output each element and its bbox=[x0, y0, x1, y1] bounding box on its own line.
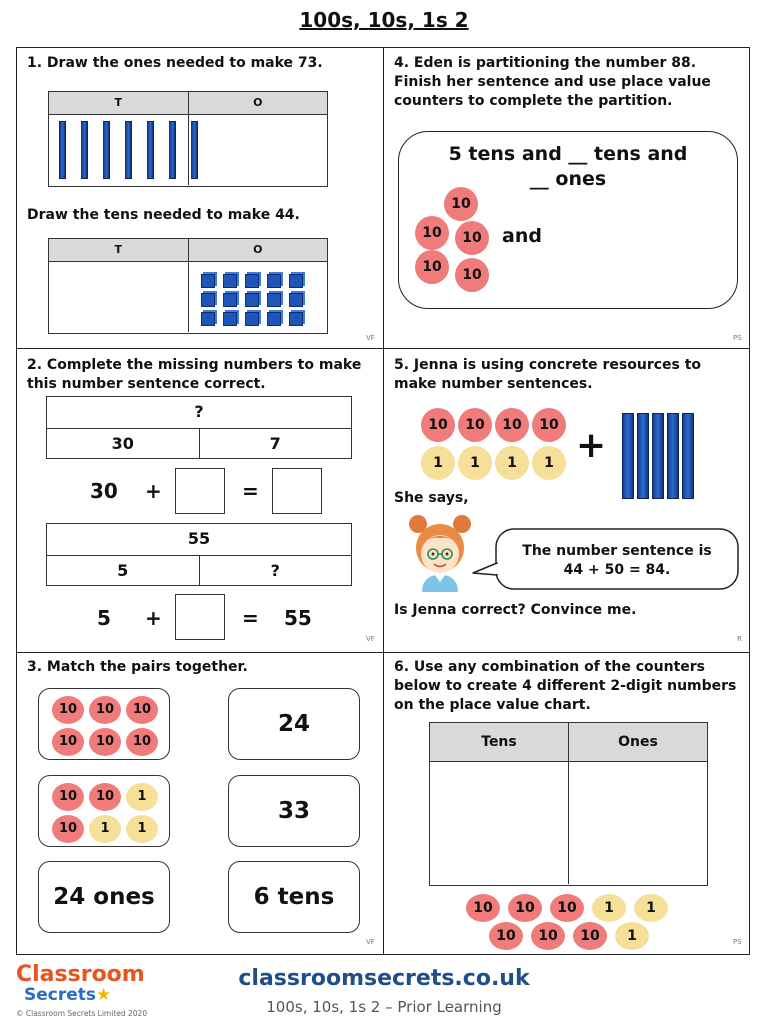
q4-prompt: 4. Eden is partitioning the number 88. Finish her sentence and use place value counters to complete the partition. bbox=[394, 55, 711, 109]
q5-ten-rods bbox=[622, 413, 694, 499]
q3-card-24-ones[interactable] bbox=[38, 861, 170, 933]
q4-sentence-line1: 5 tens and __ tens and bbox=[448, 143, 688, 165]
q5-she-says: She says, bbox=[394, 490, 469, 506]
ten-counter: 10 bbox=[532, 408, 566, 442]
site-url[interactable]: classroomsecrets.co.uk bbox=[238, 966, 530, 991]
unit-cube bbox=[223, 312, 237, 326]
ten-counter: 10 bbox=[458, 408, 492, 442]
card-label: 6 tens bbox=[253, 884, 335, 910]
ten-counter: 10 bbox=[52, 783, 84, 811]
ten-counter: 10 bbox=[89, 696, 121, 724]
bar-part: 7 bbox=[199, 429, 352, 458]
unit-cubes bbox=[201, 274, 303, 326]
unit-cube bbox=[289, 274, 303, 288]
col-ones-header: O bbox=[188, 239, 328, 261]
ten-rod bbox=[169, 121, 176, 179]
unit-cube bbox=[267, 312, 281, 326]
ten-counter: 10 bbox=[89, 728, 121, 756]
grid-divider-row1 bbox=[16, 348, 750, 349]
ten-counter: 10 bbox=[573, 922, 607, 950]
q4-and-label: and bbox=[502, 225, 542, 247]
q5-plus-sign: + bbox=[576, 425, 607, 466]
q3-code: VF bbox=[366, 938, 375, 946]
ten-rod bbox=[147, 121, 154, 179]
footer-subtitle: 100s, 10s, 1s 2 – Prior Learning bbox=[266, 998, 502, 1016]
counter-grid bbox=[52, 696, 158, 756]
card-label: 24 bbox=[277, 711, 310, 737]
chart-body bbox=[430, 762, 707, 884]
page-title: 100s, 10s, 1s 2 bbox=[299, 8, 469, 32]
unit-cube bbox=[245, 293, 259, 307]
ten-counter: 10 bbox=[495, 408, 529, 442]
q2-prompt: 2. Complete the missing numbers to make this number sentence correct. bbox=[27, 357, 362, 392]
one-counter: 1 bbox=[615, 922, 649, 950]
unit-cube bbox=[223, 274, 237, 288]
ten-rod bbox=[81, 121, 88, 179]
ten-counter: 10 bbox=[126, 728, 158, 756]
chart-header bbox=[430, 723, 707, 762]
unit-cube bbox=[201, 293, 215, 307]
q6-counter-row-1 bbox=[466, 894, 668, 922]
unit-cube bbox=[289, 293, 303, 307]
ten-counter: 10 bbox=[415, 250, 449, 284]
q1-prompt-b: Draw the tens needed to make 44. bbox=[27, 207, 300, 223]
ten-counter: 10 bbox=[444, 187, 478, 221]
unit-cube bbox=[289, 312, 303, 326]
ten-counter: 10 bbox=[489, 922, 523, 950]
q3-card-counters-b[interactable] bbox=[38, 775, 170, 847]
ten-counter: 10 bbox=[52, 815, 84, 843]
ten-rod bbox=[59, 121, 66, 179]
q2-eq1-plus: + bbox=[145, 479, 162, 503]
counter-grid bbox=[52, 783, 158, 843]
grid-divider-vertical bbox=[383, 47, 384, 955]
q2-eq1-answer-box-2[interactable] bbox=[272, 468, 322, 514]
q1-code: VF bbox=[366, 334, 375, 342]
logo-line2: Secrets bbox=[24, 985, 97, 1005]
ten-rod bbox=[125, 121, 132, 179]
copyright: © Classroom Secrets Limited 2020 bbox=[16, 1009, 148, 1018]
unit-cube bbox=[267, 274, 281, 288]
q5-speech-text bbox=[498, 542, 736, 580]
q2-bar-model-2 bbox=[46, 523, 352, 586]
col-tens-header: T bbox=[114, 243, 122, 256]
unit-cube bbox=[223, 293, 237, 307]
bar-whole: 55 bbox=[187, 529, 211, 548]
speech-line2: 44 + 50 = 84. bbox=[563, 562, 671, 578]
ones-cell bbox=[188, 262, 328, 332]
q2-eq2-answer-box[interactable] bbox=[175, 594, 225, 640]
q2-eq2-equals: = bbox=[242, 606, 259, 630]
star-icon: ★ bbox=[96, 985, 112, 1005]
ten-rod bbox=[191, 121, 198, 179]
q4-sentence-line2: __ ones bbox=[529, 168, 607, 190]
q1-place-value-table-b bbox=[48, 238, 328, 334]
q2-eq1-equals: = bbox=[242, 479, 259, 503]
unit-cube bbox=[267, 293, 281, 307]
ten-rod bbox=[652, 413, 664, 499]
q2-code: VF bbox=[366, 635, 375, 643]
grid-divider-row2 bbox=[16, 652, 750, 653]
q3-prompt: 3. Match the pairs together. bbox=[27, 659, 248, 675]
q6-place-value-chart bbox=[429, 722, 708, 886]
tens-column-answer[interactable] bbox=[430, 762, 568, 884]
q2-eq1-addend: 30 bbox=[90, 479, 118, 503]
card-label: 24 ones bbox=[53, 884, 155, 910]
ten-counter: 10 bbox=[415, 216, 449, 250]
col-tens-header: T bbox=[114, 96, 122, 109]
q3-card-33[interactable] bbox=[228, 775, 360, 847]
q6-counter-row-2 bbox=[489, 922, 649, 950]
one-counter: 1 bbox=[421, 446, 455, 480]
one-counter: 1 bbox=[592, 894, 626, 922]
q4-sentence bbox=[400, 142, 736, 192]
ten-rod bbox=[667, 413, 679, 499]
ten-counter: 10 bbox=[52, 696, 84, 724]
ones-cell-answer[interactable] bbox=[188, 115, 328, 185]
ten-counter: 10 bbox=[52, 728, 84, 756]
col-tens-header: Tens bbox=[481, 734, 517, 750]
ten-counter: 10 bbox=[455, 221, 489, 255]
ten-counter: 10 bbox=[421, 408, 455, 442]
ten-counter: 10 bbox=[466, 894, 500, 922]
one-counter: 1 bbox=[458, 446, 492, 480]
q3-card-counters-a[interactable] bbox=[38, 688, 170, 760]
ten-counter: 10 bbox=[455, 258, 489, 292]
bar-part: 5 bbox=[117, 560, 129, 580]
q3-card-24[interactable] bbox=[228, 688, 360, 760]
ten-rod bbox=[103, 121, 110, 179]
one-counter: 1 bbox=[89, 815, 121, 843]
ten-counter: 10 bbox=[550, 894, 584, 922]
ones-column-answer[interactable] bbox=[568, 762, 707, 884]
q1-place-value-table-a bbox=[48, 91, 328, 187]
ten-counter: 10 bbox=[126, 696, 158, 724]
q2-eq2-plus: + bbox=[145, 606, 162, 630]
card-label: 33 bbox=[277, 798, 310, 824]
one-counter: 1 bbox=[126, 815, 158, 843]
q6-prompt: 6. Use any combination of the counters below to create 4 different 2-digit numbers on the place value chart. bbox=[394, 659, 737, 713]
q4-code: PS bbox=[733, 334, 742, 342]
ten-rod bbox=[682, 413, 694, 499]
speech-line1: The number sentence is bbox=[522, 543, 712, 559]
unit-cube bbox=[245, 274, 259, 288]
tens-rods bbox=[59, 121, 198, 179]
tens-cell-answer[interactable] bbox=[49, 262, 188, 332]
q6-code: PS bbox=[733, 938, 742, 946]
logo-line1: Classroom bbox=[16, 962, 145, 987]
q5-counter-group bbox=[421, 408, 566, 480]
bar-whole: ? bbox=[194, 402, 204, 421]
tens-cell bbox=[49, 115, 188, 185]
bar-part: 30 bbox=[111, 433, 134, 453]
ten-counter: 10 bbox=[89, 783, 121, 811]
q3-card-6-tens[interactable] bbox=[228, 861, 360, 933]
q2-bar-model-1 bbox=[46, 396, 352, 459]
unit-cube bbox=[201, 312, 215, 326]
one-counter: 1 bbox=[495, 446, 529, 480]
col-ones-header: O bbox=[188, 92, 328, 114]
ten-rod bbox=[637, 413, 649, 499]
ten-counter: 10 bbox=[531, 922, 565, 950]
one-counter: 1 bbox=[532, 446, 566, 480]
girl-character-icon bbox=[404, 514, 476, 592]
col-ones-header: Ones bbox=[568, 723, 707, 761]
bar-part: ? bbox=[199, 556, 352, 585]
unit-cube bbox=[245, 312, 259, 326]
q5-question: Is Jenna correct? Convince me. bbox=[394, 602, 637, 618]
ten-counter: 10 bbox=[508, 894, 542, 922]
q2-eq2-result: 55 bbox=[284, 606, 312, 630]
unit-cube bbox=[201, 274, 215, 288]
one-counter: 1 bbox=[634, 894, 668, 922]
q5-code: R bbox=[737, 635, 742, 643]
ten-rod bbox=[622, 413, 634, 499]
q5-prompt: 5. Jenna is using concrete resources to make number sentences. bbox=[394, 357, 702, 392]
q2-eq2-addend: 5 bbox=[97, 606, 111, 630]
one-counter: 1 bbox=[126, 783, 158, 811]
q1-prompt-a: 1. Draw the ones needed to make 73. bbox=[27, 55, 323, 71]
q2-eq1-answer-box-1[interactable] bbox=[175, 468, 225, 514]
